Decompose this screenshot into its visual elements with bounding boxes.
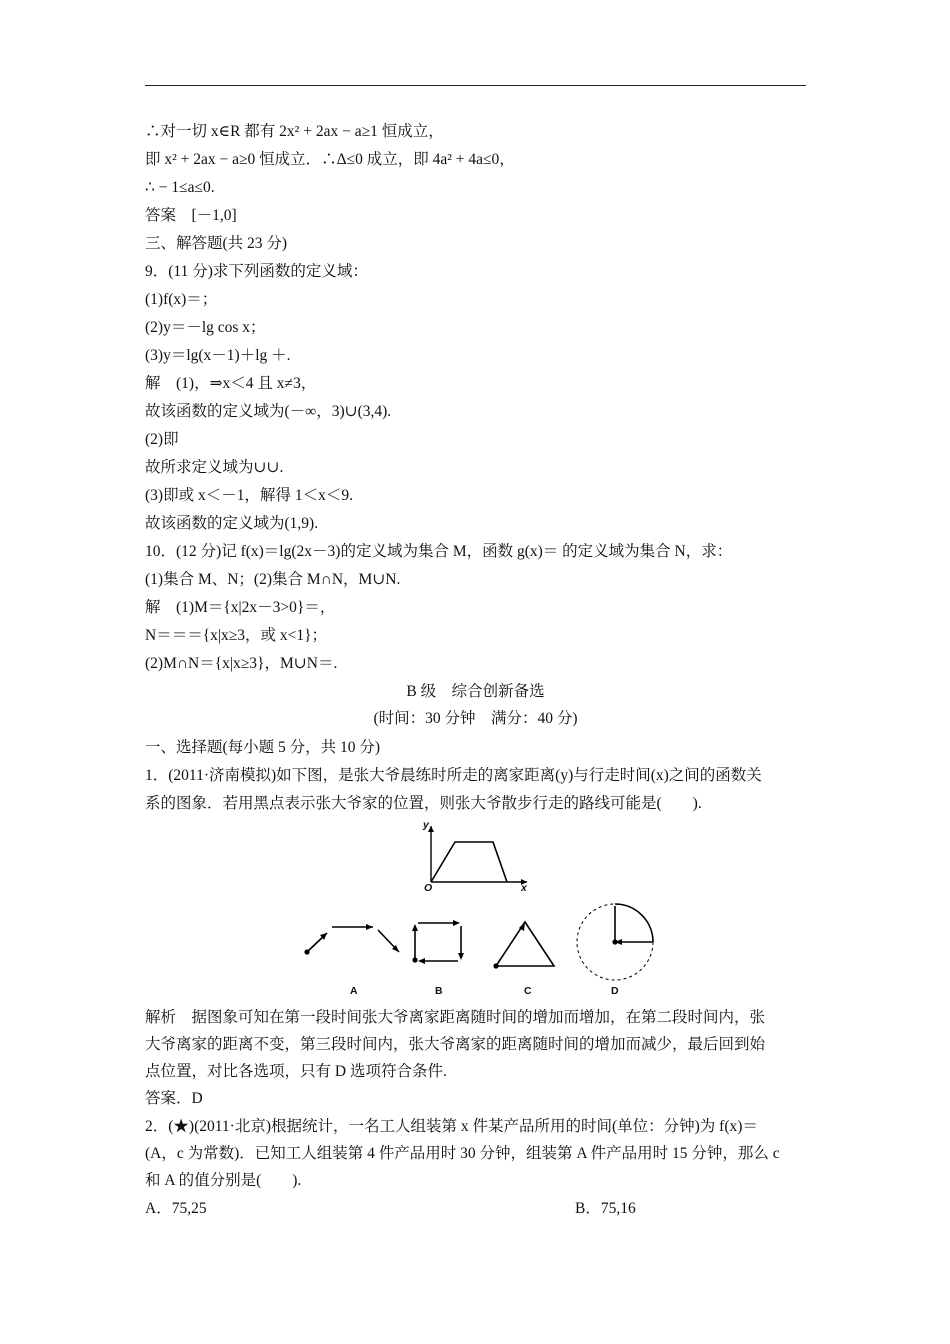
question-9: 9．(11 分)求下列函数的定义域：: [145, 263, 368, 280]
text-line: (2)y＝－lg cos x；: [145, 319, 266, 336]
text-line: ∴对一切 x∈R 都有 2x² + 2ax − a≥1 恒成立，: [145, 123, 444, 140]
graph-curve: [431, 842, 507, 882]
text-line: (3)y＝lg(x－1)＋lg ＋.: [145, 347, 291, 364]
text-line: (1)f(x)＝；: [145, 291, 218, 308]
header-rule: [145, 85, 806, 86]
question-2-cont: (A，c 为常数)．已知工人组装第 4 件产品用时 30 分钟，组装第 A 件产品用时 15 分钟，那么 c: [145, 1145, 780, 1162]
distance-time-graph: [415, 818, 535, 900]
x-axis-label: x: [521, 882, 527, 894]
solution-line: 解 (1)M＝{x|2x－3>0}＝，: [145, 599, 336, 616]
analysis-line: 大爷离家的距离不变，第三段时间内，张大爷离家的距离随时间的增加而减少，最后回到始: [145, 1036, 766, 1053]
question-2-cont: 和 A 的值分别是( ).: [145, 1172, 302, 1189]
answer-line: 答案．D: [145, 1090, 203, 1107]
option-c-figure: [488, 912, 568, 972]
text-line: 即 x² + 2ax − a≥0 恒成立．∴Δ≤0 成立，即 4a² + 4a≤0，: [145, 151, 515, 168]
question-1: 1．(2011·济南模拟)如下图，是张大爷晨练时所走的离家距离(y)与行走时间(x)之间的函数关: [145, 767, 762, 784]
option-c-label: C: [524, 985, 532, 997]
part1-heading: 一、选择题(每小题 5 分，共 10 分): [145, 739, 381, 756]
answer-line: 答案 [－1,0]: [145, 207, 237, 224]
option-b-figure: [407, 915, 472, 970]
text-line: (3)即或 x＜－1，解得 1＜x＜9.: [145, 487, 353, 504]
text-line: N＝＝＝{x|x≥3，或 x<1}；: [145, 627, 328, 644]
question-1-cont: 系的图象．若用黑点表示张大爷家的位置，则张大爷散步行走的路线可能是( ).: [145, 795, 702, 812]
option-a-label: A: [350, 985, 358, 997]
option-a-figure: [295, 915, 410, 975]
option-b-label: B: [435, 985, 443, 997]
choice-a: A．75,25: [145, 1200, 207, 1217]
solution-line: 解 (1)，⇒x＜4 且 x≠3，: [145, 375, 317, 392]
analysis-line: 解析 据图象可知在第一段时间张大爷离家距离随时间的增加而增加，在第二段时间内，张: [145, 1009, 766, 1026]
question-10: 10．(12 分)记 f(x)＝lg(2x－3)的定义域为集合 M，函数 g(x)＝ 的定义域为集合 N，求：: [145, 543, 733, 560]
section-b-subtitle: (时间：30 分钟 满分：40 分): [373, 710, 578, 727]
text-line: 故所求定义域为∪∪.: [145, 459, 284, 476]
origin-label: O: [424, 882, 433, 894]
section-heading: 三、解答题(共 23 分): [145, 235, 288, 252]
text-line: (1)集合 M、N；(2)集合 M∩N，M∪N.: [145, 571, 401, 588]
text-line: (2)M∩N＝{x|x≥3}，M∪N＝.: [145, 655, 338, 672]
text-line: (2)即: [145, 431, 179, 448]
text-line: 故该函数的定义域为(1,9).: [145, 515, 319, 532]
choice-b: B．75,16: [575, 1200, 636, 1217]
text-line: 故该函数的定义域为(－∞，3)∪(3,4).: [145, 403, 392, 420]
option-d-label: D: [611, 985, 619, 997]
analysis-line: 点位置，对比各选项，只有 D 选项符合条件.: [145, 1063, 447, 1080]
y-axis-label: y: [423, 819, 429, 831]
question-2: 2．(★)(2011·北京)根据统计，一名工人组装第 x 件某产品所用的时间(单位：分钟)为 f(x)＝: [145, 1118, 758, 1135]
text-line: ∴ − 1≤a≤0.: [145, 179, 215, 196]
section-b-title: B 级 综合创新备选: [406, 683, 545, 700]
option-d-figure: [573, 902, 663, 982]
